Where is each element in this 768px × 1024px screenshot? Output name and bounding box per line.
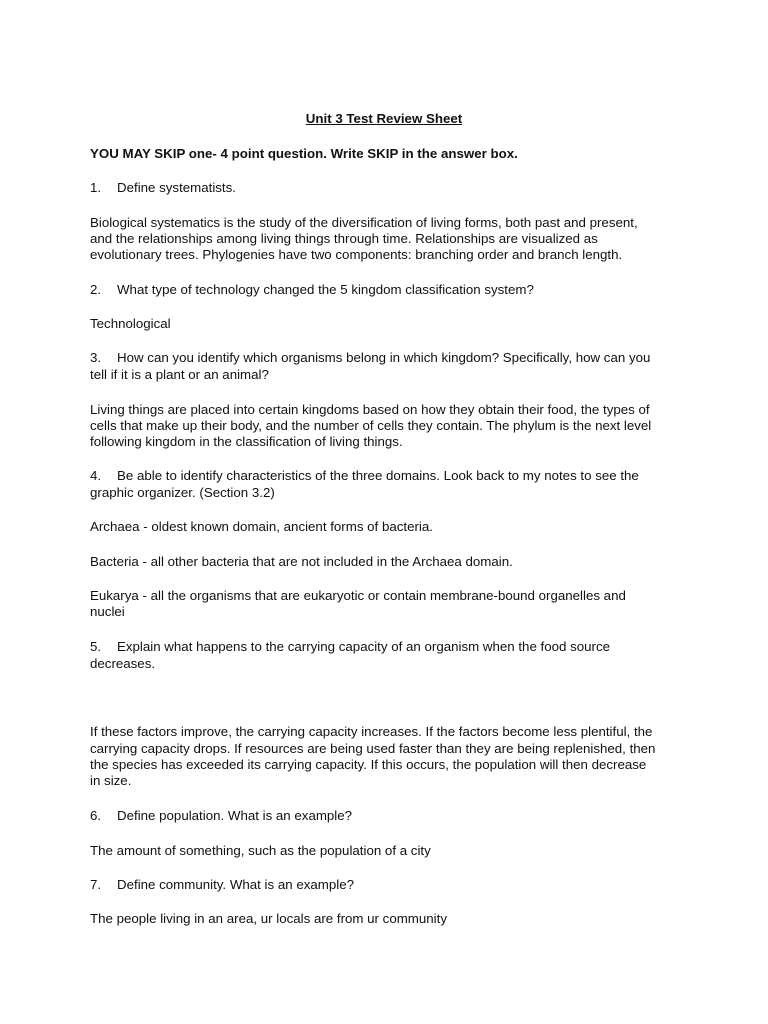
question-2 — [90, 282, 690, 299]
question-number: 3. — [90, 350, 102, 365]
answer-4-bacteria: Bacteria - all other bacteria that are not included in the Archaea domain. — [90, 554, 513, 569]
question-text: What type of technology changed the 5 kingdom classification system? — [117, 282, 534, 297]
question-5-line-1 — [90, 639, 690, 656]
question-number: 4. — [90, 468, 102, 483]
answer-5-line-4: in size. — [90, 773, 132, 788]
page-title: Unit 3 Test Review Sheet — [305, 111, 463, 126]
question-6 — [90, 808, 690, 825]
answer-6: The amount of something, such as the population of a city — [90, 843, 431, 858]
question-4-line-1 — [90, 468, 690, 485]
question-7 — [90, 877, 690, 894]
question-text: Be able to identify characteristics of the three domains. Look back to my notes to see the — [117, 468, 639, 483]
answer-4-eukarya-line-1: Eukarya - all the organisms that are eukaryotic or contain membrane-bound organelles and — [90, 588, 626, 603]
question-number: 2. — [90, 282, 102, 297]
answer-3-line-2: cells that make up their body, and the number of cells they contain. The phylum is the next level — [90, 418, 652, 433]
answer-5-line-3: the species has exceeded its carrying capacity. If this occurs, the population will then decrease — [90, 757, 647, 772]
question-number: 6. — [90, 808, 102, 823]
question-3-line-1 — [90, 350, 690, 367]
answer-3-line-1: Living things are placed into certain kingdoms based on how they obtain their food, the types of — [90, 402, 650, 417]
question-number: 1. — [90, 180, 102, 195]
answer-1-line-3: evolutionary trees. Phylogenies have two components: branching order and branch length. — [90, 247, 623, 262]
answer-7: The people living in an area, ur locals are from ur community — [90, 911, 447, 926]
answer-1-line-2: and the relationships among living things through time. Relationships are visualized as — [90, 231, 598, 246]
instruction-text: YOU MAY SKIP one- 4 point question. Write SKIP in the answer box. — [90, 146, 518, 161]
question-number: 5. — [90, 639, 102, 654]
answer-5-line-1: If these factors improve, the carrying capacity increases. If the factors become less plentiful, the — [90, 724, 653, 739]
question-text: Define community. What is an example? — [117, 877, 354, 892]
answer-4-archaea: Archaea - oldest known domain, ancient forms of bacteria. — [90, 519, 433, 534]
answer-3-line-3: following kingdom in the classification of living things. — [90, 434, 403, 449]
answer-4-eukarya-line-2: nuclei — [90, 604, 125, 619]
question-text: Define population. What is an example? — [117, 808, 353, 823]
answer-5-line-2: carrying capacity drops. If resources are being used faster than they are being replenished, then — [90, 741, 656, 756]
answer-1-line-1: Biological systematics is the study of the diversification of living forms, both past and present, — [90, 215, 638, 230]
question-5-line-2: decreases. — [90, 656, 156, 671]
question-4-line-2: graphic organizer. (Section 3.2) — [90, 485, 275, 500]
question-text: How can you identify which organisms belong in which kingdom? Specifically, how can you — [117, 350, 651, 365]
question-text: Define systematists. — [117, 180, 236, 195]
question-text: Explain what happens to the carrying capacity of an organism when the food source — [117, 639, 611, 654]
question-3-line-2: tell if it is a plant or an animal? — [90, 367, 269, 382]
question-number: 7. — [90, 877, 102, 892]
question-1 — [90, 180, 690, 197]
answer-2: Technological — [90, 316, 171, 331]
